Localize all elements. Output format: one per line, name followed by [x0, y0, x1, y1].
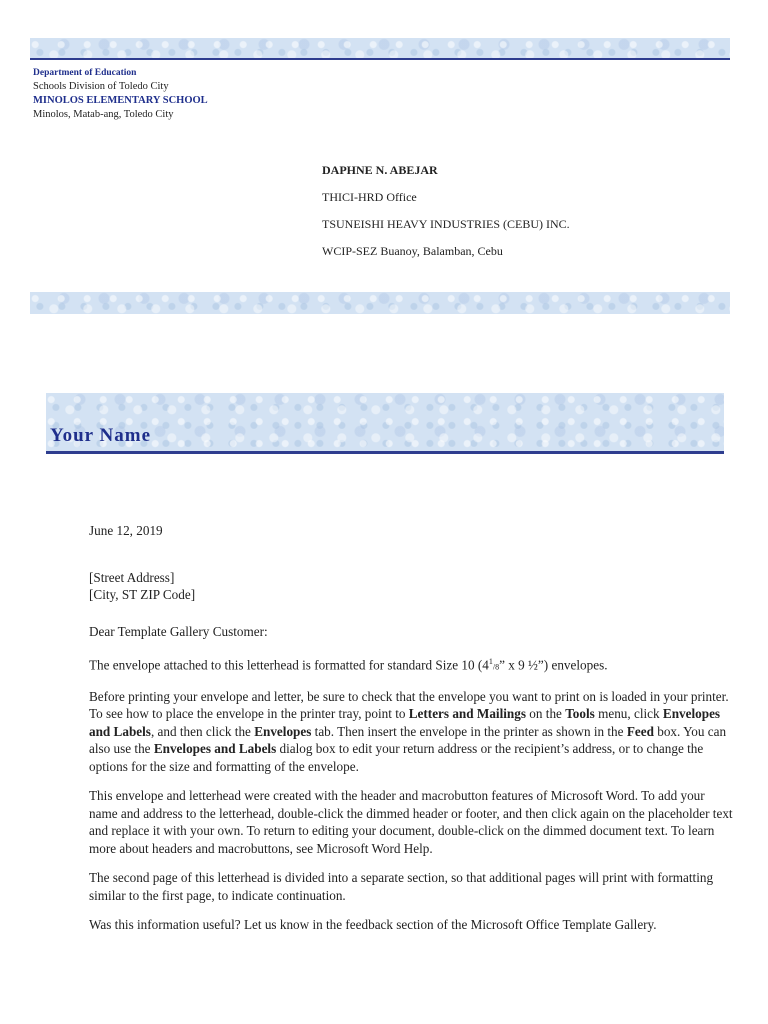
salutation: Dear Template Gallery Customer: — [89, 623, 268, 639]
p2-text-f: tab. Then insert the envelope in the printer as shown in the — [311, 723, 627, 739]
p2-bold-envelopes-labels-2: Envelopes and Labels — [153, 741, 277, 757]
inside-address[interactable] — [89, 569, 735, 604]
recipient-block — [322, 157, 570, 265]
recipient-name: DAPHNE N. ABEJAR — [322, 163, 438, 177]
department-name: Department of Education — [33, 68, 137, 78]
recipient-address: WCIP-SEZ Buanoy, Balamban, Cebu — [322, 244, 503, 258]
p2-text-h: dialog box to edit your return address or the recipient’s address, or to change the options for the size and formatting of the envelope. — [89, 741, 704, 774]
paragraph-envelope-size — [89, 653, 735, 676]
p2-bold-letters-mailings: Letters and Mailings — [408, 706, 526, 722]
p2-bold-envelopes-labels: Envelopes and Labels — [89, 706, 721, 739]
letter-body — [89, 522, 735, 946]
division-name: Schools Division of Toledo City — [33, 81, 169, 92]
letterhead-rule — [46, 451, 724, 454]
letterhead-name[interactable]: Your Name — [50, 425, 152, 446]
school-name: MINOLOS ELEMENTARY SCHOOL — [33, 95, 208, 106]
letter-date: June 12, 2019 — [89, 523, 163, 538]
top-rule — [30, 58, 730, 60]
paragraph-second-page: The second page of this letterhead is divided into a separate section, so that additional pages will print with formatting similar to the first page, to indicate continuation. — [89, 870, 714, 903]
city-state-zip[interactable]: [City, ST ZIP Code] — [89, 587, 196, 602]
p2-bold-feed: Feed — [626, 723, 654, 739]
p1-text: The envelope attached to this letterhead is formatted for standard Size 10 (4 — [89, 657, 489, 673]
school-address: Minolos, Matab-ang, Toledo City — [33, 109, 174, 120]
divider-banner — [30, 292, 730, 314]
street-address[interactable]: [Street Address] — [89, 569, 175, 585]
p2-text-a: Before printing your envelope and letter, be sure to check that the envelope you want to print on is loaded in your printer. To see how to place the envelope in the printer tray, point to — [89, 688, 729, 722]
p2-text-e: , and then click the — [150, 723, 255, 739]
p2-bold-envelopes: Envelopes — [254, 723, 312, 739]
p2-text-c: on the — [526, 706, 566, 722]
p2-text-g: box. You can also use the — [89, 723, 727, 757]
paragraph-macrobutton: This envelope and letterhead were created with the header and macrobutton features of Microsoft Word. To add your name and address to the letterhead, double-click the dimmed header or footer, and then click again on the placeholder text and replace it with your own. To return to editing your document, double-click on the dimmed document text. To learn more about headers and macrobuttons, see Microsoft Word Help. — [89, 788, 733, 856]
recipient-office: THICI-HRD Office — [322, 190, 417, 204]
top-banner — [30, 38, 730, 58]
recipient-company: TSUNEISHI HEAVY INDUSTRIES (CEBU) INC. — [322, 217, 570, 231]
p1-superscript: 1 — [488, 657, 493, 666]
paragraph-feedback: Was this information useful? Let us know in the feedback section of the Microsoft Office Template Gallery. — [89, 917, 657, 933]
p1-text-end: ” x 9 ½”) envelopes. — [499, 657, 608, 673]
sender-block — [33, 66, 208, 122]
p1-subscript: /8 — [492, 662, 500, 672]
paragraph-printing — [89, 688, 735, 776]
p2-text-d: menu, click — [594, 706, 663, 722]
p2-bold-tools: Tools — [565, 706, 595, 722]
